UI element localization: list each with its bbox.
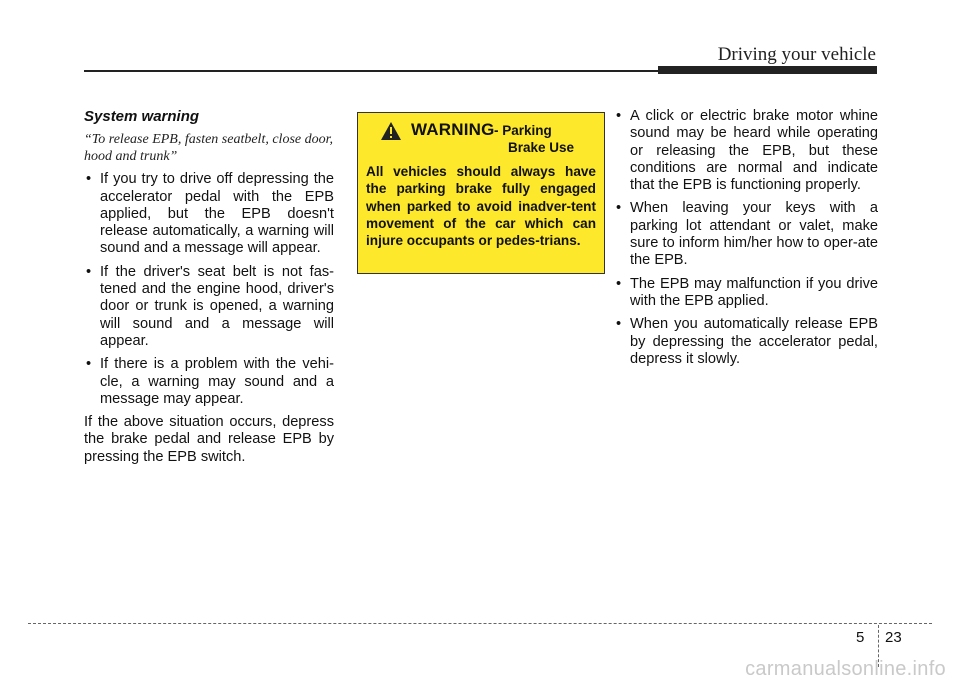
right-column [614,108,878,374]
left-column [84,108,334,466]
warning-box [357,112,605,274]
system-warning-message: “To release EPB, fasten seatbelt, close door, hood and trunk” [84,132,333,165]
footer-rule [28,623,932,624]
warning-body: All vehicles should always have the parking brake fully engaged when parked to avoid inadver-tent movement of the car which can injure occupants or pedes-trians. [366,164,596,249]
warning-triangle-icon [380,121,402,141]
instruction-paragraph: If the above situation occurs, depress the brake pedal and release EPB by pressing the EPB switch. [84,414,334,465]
list-item: • When you automatically release EPB by depressing the accelerator pedal, depress it slowly. [614,316,878,368]
warning-header [366,119,596,163]
list-item: • If you try to drive off depressing the accelerator pedal with the EPB applied, but the EPB doesn't release automatically, a warning will sound and a message will appear. [84,171,334,257]
list-item: • If there is a problem with the vehi-cle, a warning may sound and a message may appear. [84,356,334,408]
page-header-title: Driving your vehicle [717,44,876,65]
watermark: carmanualsonline.info [745,658,946,680]
header-rule-accent [658,66,877,74]
warning-subtitle: - Parking [494,123,552,138]
section-heading: System warning [84,108,200,125]
list-item: • A click or electric brake motor whine sound may be heard while operating or releasing the EPB, but these conditions are normal and indicate that the EPB is functioning properly. [614,108,878,194]
list-item: • When leaving your keys with a parking lot attendant or valet, make sure to inform him/her how to oper-ate the EPB. [614,200,878,269]
warning-subtitle-continued: Brake Use [508,140,575,155]
chapter-number: 5 [856,629,865,646]
list-item: • If the driver's seat belt is not fas-tened and the engine hood, driver's door or trunk is opened, a warning will sound and a message will appear. [84,264,334,350]
page-number: 23 [885,629,902,646]
list-item: • The EPB may malfunction if you drive with the EPB applied. [614,276,878,311]
bullet-list [614,108,878,368]
header-rule [84,70,684,72]
warning-label: WARNING [411,120,495,139]
bullet-list [84,171,334,408]
